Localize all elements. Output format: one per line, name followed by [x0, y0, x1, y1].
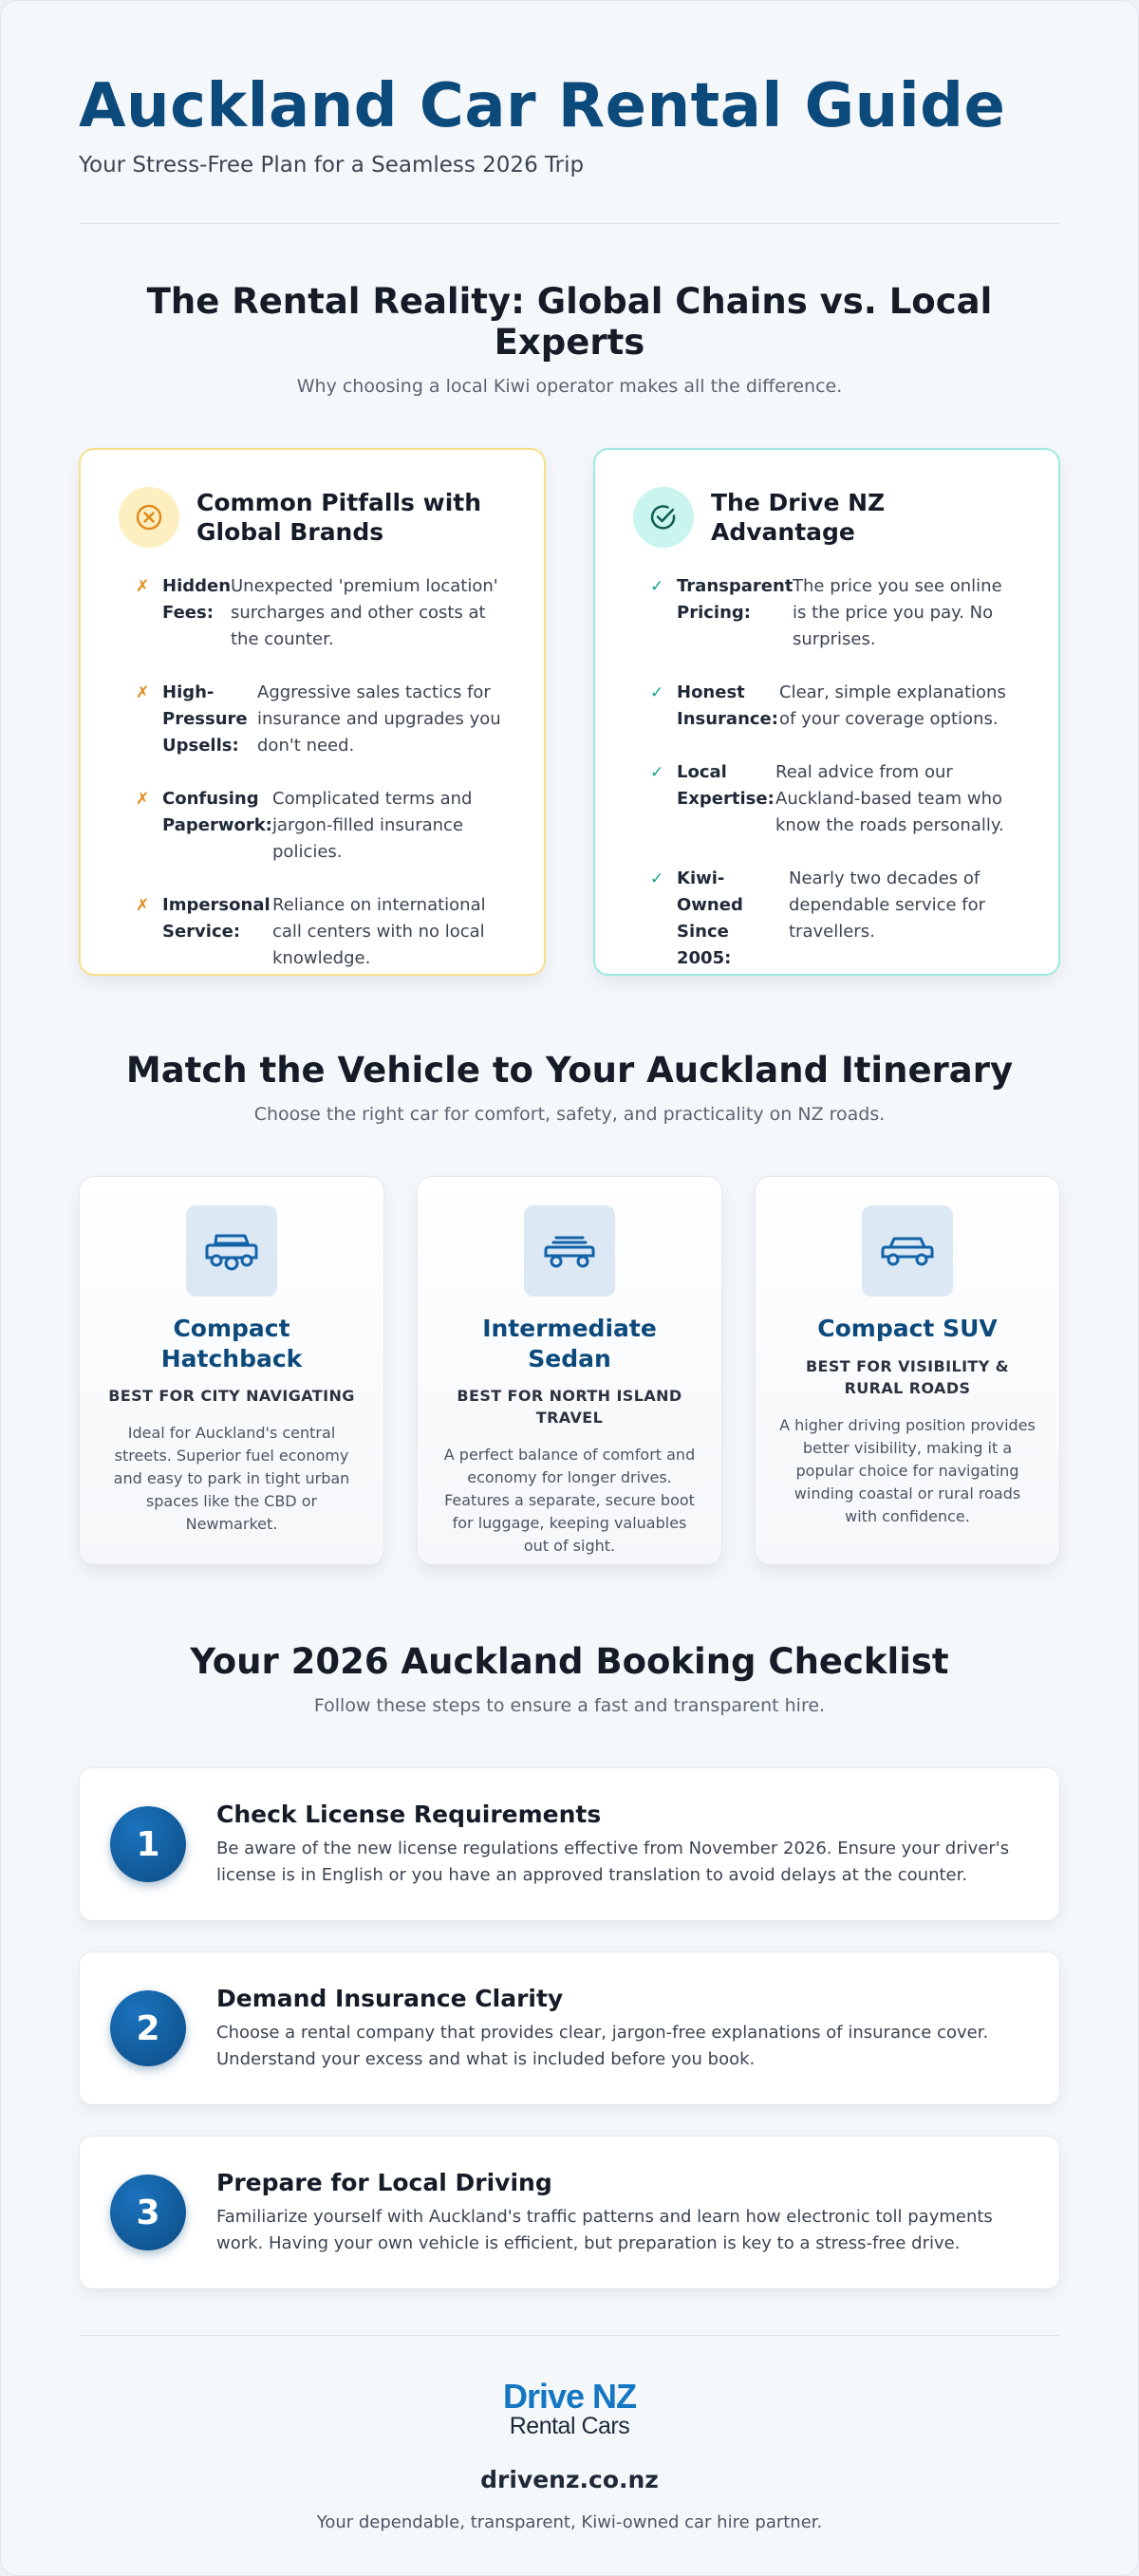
website-link[interactable]: drivenz.co.nz [480, 2465, 659, 2493]
pitfalls-card [79, 448, 546, 976]
step-title: Prepare for Local Driving [216, 2169, 552, 2196]
list-item [650, 680, 1020, 733]
cross-mark-icon: ✗ [136, 790, 150, 810]
list-item [650, 573, 1020, 653]
comparison-section [79, 281, 1060, 976]
advantage-term: Local Expertise: [677, 762, 775, 810]
check-mark-icon: ✓ [650, 577, 664, 597]
footer [79, 2336, 1060, 2531]
divider [79, 223, 1060, 224]
pitfall-desc: Complicated terms and jargon-filled insurance policies. [272, 789, 473, 863]
vehicle-name: Compact Hatchback [160, 1315, 303, 1372]
logo-wordmark-bottom: Rental Cars [509, 2413, 630, 2440]
brand-logo [502, 2377, 637, 2440]
advantage-term: Kiwi-Owned Since 2005: [677, 868, 743, 969]
vehicle-desc: A perfect balance of comfort and economy for longer drives. Features a separate, secure boot for luggage, keeping valuables out of sight. [443, 1446, 696, 1556]
list-item [136, 892, 506, 972]
vehicle-card-hatchback [79, 1176, 384, 1565]
pitfall-term: Impersonal Service: [162, 895, 271, 943]
step-title: Check License Requirements [216, 1801, 602, 1828]
vehicle-desc: Ideal for Auckland's central streets. Superior fuel economy and easy to park in tight urban spaces like the CBD or Newmarket. [113, 1424, 350, 1534]
vehicle-best-for: BEST FOR CITY NAVIGATING [108, 1386, 355, 1405]
pitfall-term: Hidden Fees: [162, 576, 232, 624]
step-desc: Choose a rental company that provides clear, jargon-free explanations of insurance cover. Understand your excess and what is included before you book. [216, 2023, 989, 2069]
vehicle-card-suv [755, 1176, 1060, 1565]
checklist-title: Your 2026 Auckland Booking Checklist [190, 1641, 949, 1683]
list-item [136, 786, 506, 866]
step-number-badge: 2 [110, 1990, 186, 2066]
advantage-term: Transparent Pricing: [677, 576, 794, 624]
list-item [650, 866, 1020, 972]
checklist-step [79, 1951, 1060, 2105]
hero [79, 73, 1060, 177]
checklist-step [79, 1767, 1060, 1921]
pitfall-desc: Aggressive sales tactics for insurance and upgrades you don't need. [257, 682, 501, 756]
step-desc: Be aware of the new license regulations effective from November 2026. Ensure your driver's license is in English or you have an approved translation to avoid delays at the counter. [216, 1839, 1010, 1885]
advantage-term: Honest Insurance: [677, 682, 778, 730]
step-title: Demand Insurance Clarity [216, 1985, 564, 2012]
advantage-card [593, 448, 1060, 976]
page-title: Auckland Car Rental Guide [79, 71, 1006, 141]
page-subtitle: Your Stress-Free Plan for a Seamless 2026 Trip [79, 153, 585, 178]
pitfall-term: Confusing Paperwork: [162, 789, 272, 836]
cross-mark-icon: ✗ [136, 577, 150, 597]
step-desc: Familiarize yourself with Auckland's traffic patterns and learn how electronic toll payments work. Having your own vehicle is efficient, but preparation is key to a stress-free drive. [216, 2207, 993, 2253]
checklist-subtitle: Follow these steps to ensure a fast and transparent hire. [313, 1695, 826, 1717]
pitfall-term: High-Pressure Upsells: [162, 682, 248, 756]
hatchback-car-icon [186, 1205, 277, 1297]
check-circle-icon [633, 487, 694, 548]
checklist-step [79, 2136, 1060, 2289]
advantage-title: The Drive NZ Advantage [711, 489, 886, 547]
pitfall-desc: Reliance on international call centers with no local knowledge. [272, 895, 486, 969]
vehicle-desc: A higher driving position provides better visibility, making it a popular choice for navigating winding coastal or rural roads with confidence. [779, 1416, 1036, 1526]
vehicle-title: Match the Vehicle to Your Auckland Itinerary [125, 1050, 1014, 1092]
step-number-badge: 1 [110, 1806, 186, 1882]
vehicle-name: Intermediate Sedan [482, 1315, 657, 1372]
vehicle-card-sedan [417, 1176, 722, 1565]
logo-wordmark-top: Drive NZ [502, 2377, 637, 2417]
advantage-desc: Nearly two decades of dependable service for travellers. [789, 868, 986, 943]
footer-tagline: Your dependable, transparent, Kiwi-owned car hire partner. [316, 2511, 823, 2532]
suv-car-icon [862, 1205, 953, 1297]
pitfalls-title: Common Pitfalls with Global Brands [196, 489, 482, 547]
vehicle-best-for: BEST FOR NORTH ISLAND TRAVEL [457, 1386, 682, 1428]
sedan-car-icon [524, 1205, 615, 1297]
list-item [136, 573, 506, 653]
vehicle-best-for: BEST FOR VISIBILITY & RURAL ROADS [805, 1356, 1010, 1397]
list-item [136, 680, 506, 759]
cross-mark-icon: ✗ [136, 896, 150, 916]
check-mark-icon: ✓ [650, 763, 664, 783]
list-item [650, 759, 1020, 839]
pitfall-desc: Unexpected 'premium location' surcharges and other costs at the counter. [231, 576, 498, 650]
step-number-badge: 3 [110, 2175, 186, 2250]
check-mark-icon: ✓ [650, 869, 664, 889]
vehicle-subtitle: Choose the right car for comfort, safety, and practicality on NZ roads. [253, 1104, 886, 1126]
x-circle-icon [119, 487, 179, 548]
vehicle-name: Compact SUV [817, 1315, 998, 1343]
cross-mark-icon: ✗ [136, 683, 150, 703]
comparison-title: The Rental Reality: Global Chains vs. Local Experts [146, 281, 993, 364]
advantage-desc: Clear, simple explanations of your coverage options. [779, 682, 1006, 730]
vehicle-section [79, 1050, 1060, 1565]
checklist-section [79, 1641, 1060, 2289]
advantage-desc: The price you see online is the price you pay. No surprises. [793, 576, 1002, 650]
comparison-subtitle: Why choosing a local Kiwi operator makes all the difference. [296, 376, 843, 398]
advantage-desc: Real advice from our Auckland-based team who know the roads personally. [775, 762, 1004, 836]
check-mark-icon: ✓ [650, 683, 664, 703]
